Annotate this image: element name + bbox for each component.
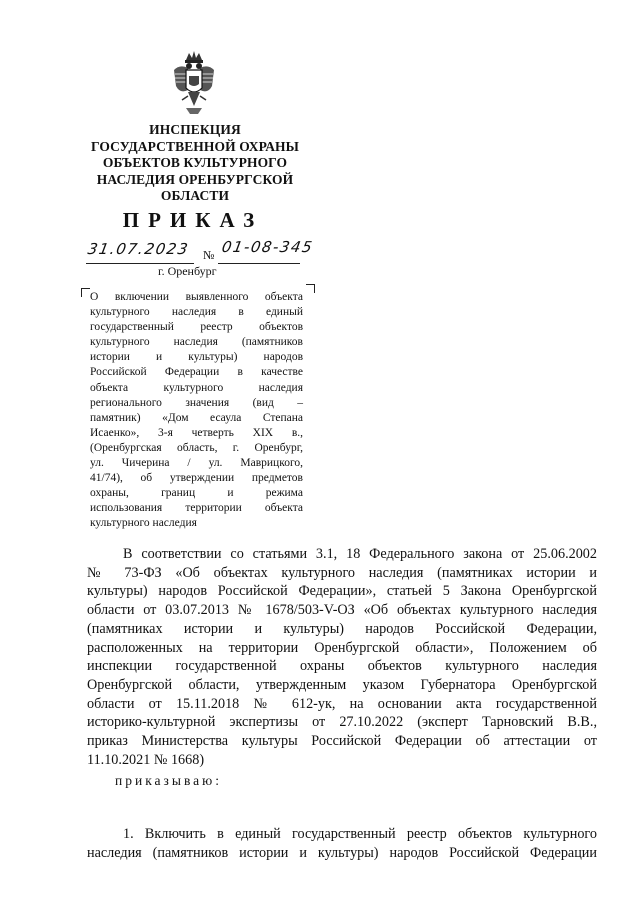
organization-line: ИНСПЕКЦИЯ [149, 122, 241, 137]
preamble-line: В соответствии со статьями 3.1, 18 Федерального закона от 25.06.2002 [123, 546, 597, 562]
preamble-line: инспекции государственной охраны объектов культурного наследия [87, 658, 597, 675]
subject-line: государственный реестр объектов [90, 321, 303, 334]
preamble-line: области от 15.11.2018 № 612-ук, на основании акта государственной [87, 695, 597, 712]
organization-line: ОБЪЕКТОВ КУЛЬТУРНОГО [102, 155, 288, 170]
subject-line: (Оренбургская область, г. Оренбург, [90, 441, 303, 454]
document-subject [90, 290, 303, 532]
preamble-line: 11.10.2021 № 1668) [87, 751, 205, 768]
order-item-1 [87, 825, 597, 862]
subject-line: регионального значения (вид – [90, 396, 303, 409]
order-item-line: 1. Включить в единый государственный реестр объектов культурного [123, 826, 597, 842]
subject-line: охраны, границ и режима [90, 487, 303, 500]
organization-name [88, 122, 302, 205]
subject-line: ул. Чичерина / ул. Маврицкого, [90, 457, 303, 470]
number-underline [218, 263, 300, 264]
preamble-paragraph [87, 545, 597, 769]
subject-line: истории и культуры) народов [90, 351, 303, 364]
subject-bracket-left [81, 288, 90, 297]
organization-line: ГОСУДАРСТВЕННОЙ ОХРАНЫ [90, 138, 300, 154]
document-type-title: ПРИКАЗ [122, 208, 264, 232]
organization-line: ОБЛАСТИ [160, 188, 230, 203]
preamble-line: приказ Министерства культуры Российской Федерации об аттестации от [87, 733, 597, 750]
subject-line: Исаенко», 3-я четверть XIX в., [90, 426, 303, 439]
coat-of-arms-emblem [172, 50, 216, 116]
subject-line: О включении выявленного объекта [90, 291, 303, 303]
preamble-line: Оренбургской области, утвержденным указом Губернатора Оренбургской [87, 676, 597, 693]
order-item-line: наследия (памятников истории и культуры) народов Российской Федерации [87, 844, 597, 861]
subject-line: 41/74), об утверждении предметов [90, 472, 303, 485]
subject-line: объекта культурного наследия [90, 381, 303, 394]
orders-word: приказываю: [115, 773, 222, 788]
subject-line: использования территории объекта [90, 502, 303, 515]
preamble-line: (памятниках истории и культуры) народов Российской Федерации, [87, 620, 597, 637]
preamble-line: № 73-ФЗ «Об объектах культурного наследия (памятниках истории и [87, 564, 597, 581]
number-sign: № [203, 248, 215, 262]
preamble-line: культуры) народов Российской Федерации», статьей 5 Закона Оренбургской [87, 583, 597, 600]
preamble-line: расположенных на территории Оренбургской области», Положением об [87, 639, 597, 656]
subject-line: Российской Федерации в качестве [90, 366, 303, 379]
subject-line: памятник) «Дом есаула Степана [90, 411, 303, 424]
preamble-line: историко-культурной экспертизы от 27.10.2022 (эксперт Тарновский В.В., [87, 714, 597, 731]
organization-line: НАСЛЕДИЯ ОРЕНБУРГСКОЙ [96, 171, 294, 187]
subject-line: культурного наследия (памятников [90, 336, 303, 349]
subject-line: культурного наследия в единый [90, 306, 303, 319]
document-number: 01-08-345 [220, 238, 315, 256]
subject-line: культурного наследия [90, 517, 197, 530]
preamble-line: области от 03.07.2013 № 1678/503-V-ОЗ «Об объектах культурного наследия [87, 602, 597, 619]
subject-bracket-right [306, 284, 315, 293]
document-city: г. Оренбург [158, 264, 217, 278]
document-date: 31.07.2023 [86, 240, 191, 258]
